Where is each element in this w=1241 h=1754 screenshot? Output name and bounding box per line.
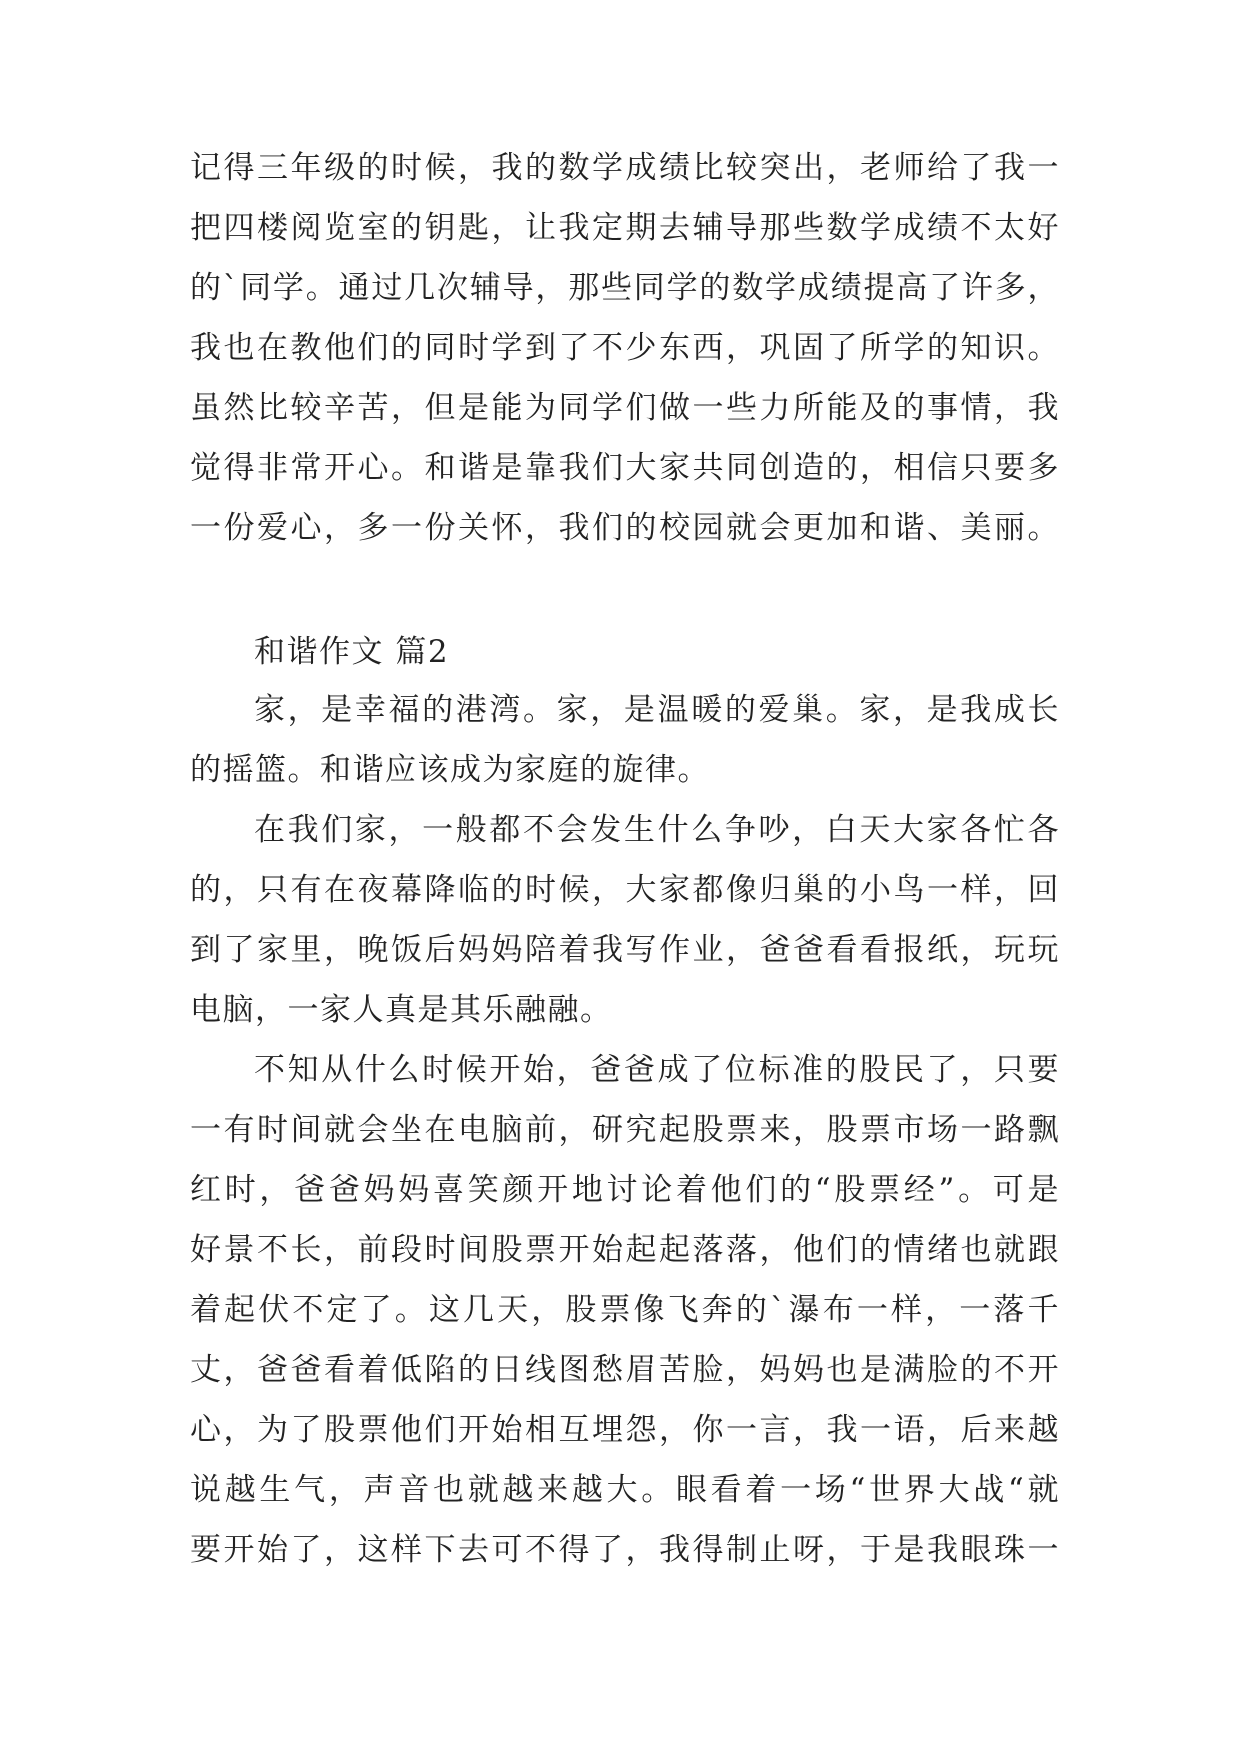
- text-line: 红时，爸爸妈妈喜笑颜开地讨论着他们的“股票经”。可是: [190, 1172, 1060, 1208]
- text-line: 的摇篮。和谐应该成为家庭的旋律。: [190, 752, 710, 788]
- text-line: 着起伏不定了。这几天，股票像飞奔的`瀑布一样，一落千: [190, 1292, 1060, 1328]
- section-heading: 和谐作文 篇2: [254, 634, 450, 670]
- text-line: 说越生气，声音也就越来越大。眼看着一场“世界大战“就: [190, 1472, 1060, 1508]
- text-line: 丈，爸爸看着低陷的日线图愁眉苦脸，妈妈也是满脸的不开: [190, 1352, 1060, 1388]
- text-line: 在我们家，一般都不会发生什么争吵，白天大家各忙各: [254, 812, 1060, 848]
- text-line: 把四楼阅览室的钥匙，让我定期去辅导那些数学成绩不太好: [190, 210, 1060, 246]
- text-line: 的，只有在夜幕降临的时候，大家都像归巢的小鸟一样，回: [190, 872, 1060, 908]
- text-line: 我也在教他们的同时学到了不少东西，巩固了所学的知识。: [190, 330, 1060, 366]
- text-line: 记得三年级的时候，我的数学成绩比较突出，老师给了我一: [190, 150, 1060, 186]
- text-line: 一有时间就会坐在电脑前，研究起股票来，股票市场一路飘: [190, 1112, 1060, 1148]
- text-line: 好景不长，前段时间股票开始起起落落，他们的情绪也就跟: [190, 1232, 1060, 1268]
- text-line: 不知从什么时候开始，爸爸成了位标准的股民了，只要: [254, 1052, 1060, 1088]
- text-line: 一份爱心，多一份关怀，我们的校园就会更加和谐、美丽。: [190, 510, 1060, 546]
- text-line: 家，是幸福的港湾。家，是温暖的爱巢。家，是我成长: [254, 692, 1060, 728]
- text-line: 的`同学。通过几次辅导，那些同学的数学成绩提高了许多，: [190, 270, 1060, 306]
- paragraph-1: [190, 138, 1060, 558]
- text-line: 电脑，一家人真是其乐融融。: [190, 992, 613, 1028]
- text-line: 虽然比较辛苦，但是能为同学们做一些力所能及的事情，我: [190, 390, 1060, 426]
- text-line: 到了家里，晚饭后妈妈陪着我写作业，爸爸看看报纸，玩玩: [190, 932, 1060, 968]
- text-line: 心，为了股票他们开始相互埋怨，你一言，我一语，后来越: [190, 1412, 1060, 1448]
- paragraph-3: [190, 800, 1060, 1040]
- paragraph-4: [190, 1040, 1060, 1580]
- paragraph-2: [190, 680, 1060, 800]
- text-line: 要开始了，这样下去可不得了，我得制止呀，于是我眼珠一: [190, 1532, 1060, 1568]
- text-line: 觉得非常开心。和谐是靠我们大家共同创造的，相信只要多: [190, 450, 1060, 486]
